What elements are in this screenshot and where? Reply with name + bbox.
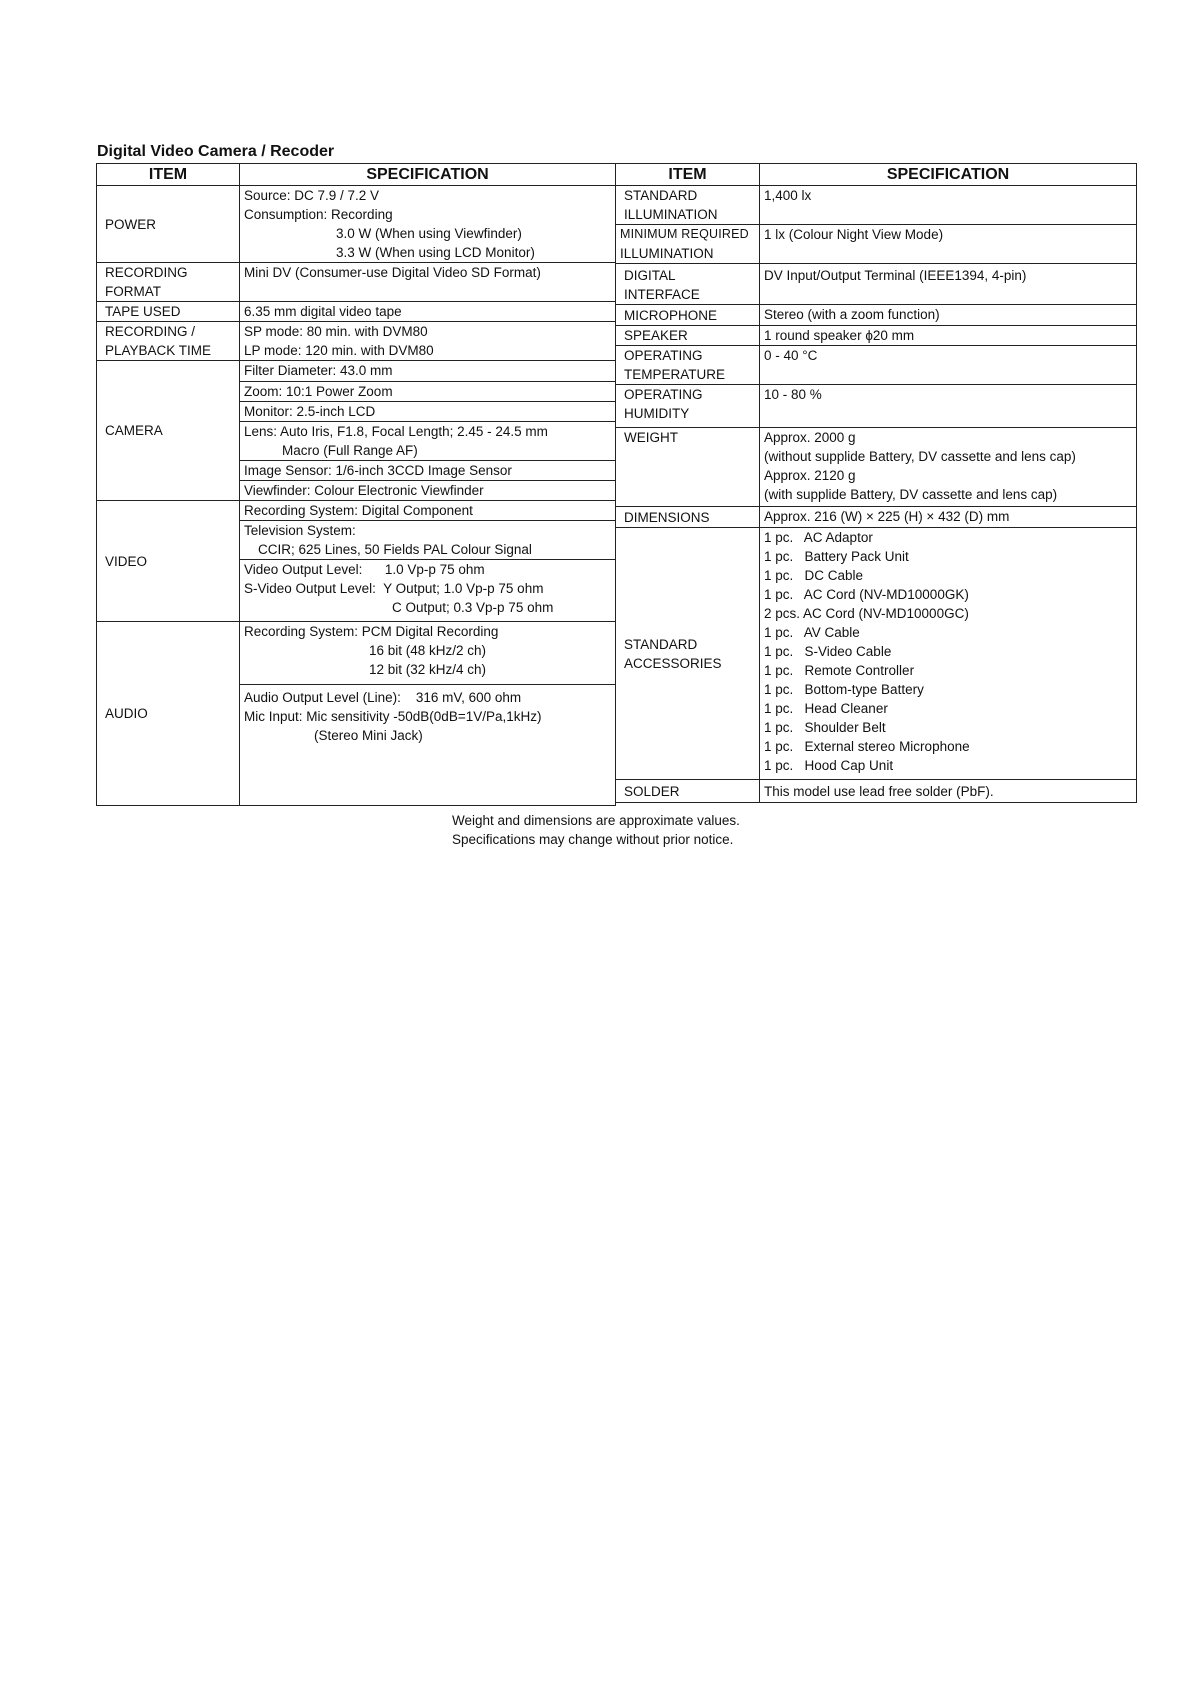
item-header: ITEM bbox=[616, 164, 760, 186]
spec-camera-viewfinder: Viewfinder: Colour Electronic Viewfinder bbox=[240, 481, 616, 501]
spec-tape-used: 6.35 mm digital video tape bbox=[240, 302, 616, 322]
spec-video-tv-system: Television System: CCIR; 625 Lines, 50 Fields PAL Colour Signal bbox=[240, 521, 616, 560]
spec-recording-time: SP mode: 80 min. with DVM80 LP mode: 120 min. with DVM80 bbox=[240, 322, 616, 361]
item-weight: WEIGHT bbox=[616, 428, 760, 507]
document-title: Digital Video Camera / Recoder bbox=[97, 143, 335, 160]
item-header: ITEM bbox=[97, 164, 240, 186]
spec-digital-interface: DV Input/Output Terminal (IEEE1394, 4-pin) bbox=[760, 264, 1137, 305]
spec-video-output: Video Output Level: 1.0 Vp-p 75 ohm S-Video Output Level: Y Output; 1.0 Vp-p 75 ohm C Output; 0.3 Vp-p 75 ohm bbox=[240, 560, 616, 622]
item-operating-temperature: OPERATING TEMPERATURE bbox=[616, 346, 760, 385]
spec-minimum-illumination: 1 lx (Colour Night View Mode) bbox=[760, 225, 1137, 264]
spec-standard-accessories bbox=[760, 528, 1137, 780]
spec-table-right bbox=[615, 163, 1137, 803]
item-audio: AUDIO bbox=[97, 622, 240, 806]
list-item: 1 pc. AC Adaptor bbox=[764, 530, 873, 545]
list-item: 1 pc. Remote Controller bbox=[764, 663, 915, 678]
item-video: VIDEO bbox=[97, 501, 240, 622]
item-minimum-illumination: MINIMUM REQUIRED ILLUMINATION bbox=[616, 225, 760, 264]
footnote-weight: Weight and dimensions are approximate values. bbox=[452, 813, 740, 828]
item-solder: SOLDER bbox=[616, 780, 760, 803]
spec-standard-illumination: 1,400 lx bbox=[760, 186, 1137, 225]
item-speaker: SPEAKER bbox=[616, 326, 760, 346]
item-power: POWER bbox=[97, 186, 240, 263]
item-operating-humidity: OPERATING HUMIDITY bbox=[616, 385, 760, 428]
spec-dimensions: Approx. 216 (W) × 225 (H) × 432 (D) mm bbox=[760, 507, 1137, 528]
spec-camera-sensor: Image Sensor: 1/6-inch 3CCD Image Sensor bbox=[240, 461, 616, 481]
item-tape-used: TAPE USED bbox=[97, 302, 240, 322]
list-item: 1 pc. DC Cable bbox=[764, 568, 864, 583]
list-item: 1 pc. Hood Cap Unit bbox=[764, 758, 894, 773]
list-item: 1 pc. Battery Pack Unit bbox=[764, 549, 909, 564]
item-camera: CAMERA bbox=[97, 361, 240, 501]
spec-power: Source: DC 7.9 / 7.2 V Consumption: Recording 3.0 W (When using Viewfinder) 3.3 W (When using LCD Monitor) bbox=[240, 186, 616, 263]
list-item: 2 pcs. AC Cord (NV-MD10000GC) bbox=[764, 606, 969, 621]
item-digital-interface: DIGITAL INTERFACE bbox=[616, 264, 760, 305]
spec-operating-humidity: 10 - 80 % bbox=[760, 385, 1137, 428]
item-standard-illumination: STANDARD ILLUMINATION bbox=[616, 186, 760, 225]
spec-audio-recording: Recording System: PCM Digital Recording 16 bit (48 kHz/2 ch) 12 bit (32 kHz/4 ch) bbox=[240, 622, 616, 685]
item-microphone: MICROPHONE bbox=[616, 305, 760, 326]
specification-header: SPECIFICATION bbox=[760, 164, 1137, 186]
spec-table-left bbox=[96, 163, 616, 806]
item-recording-format: RECORDING FORMAT bbox=[97, 263, 240, 302]
list-item: 1 pc. AV Cable bbox=[764, 625, 860, 640]
specification-header: SPECIFICATION bbox=[240, 164, 616, 186]
footnote-specifications: Specifications may change without prior notice. bbox=[452, 832, 734, 847]
list-item: 1 pc. Head Cleaner bbox=[764, 701, 888, 716]
spec-weight: Approx. 2000 g (without supplide Battery, DV cassette and lens cap) Approx. 2120 g (with supplide Battery, DV cassette and lens cap) bbox=[760, 428, 1137, 507]
item-dimensions: DIMENSIONS bbox=[616, 507, 760, 528]
spec-recording-format: Mini DV (Consumer-use Digital Video SD Format) bbox=[240, 263, 616, 302]
spec-microphone: Stereo (with a zoom function) bbox=[760, 305, 1137, 326]
footnotes bbox=[452, 811, 740, 849]
list-item: 1 pc. Shoulder Belt bbox=[764, 720, 886, 735]
list-item: 1 pc. External stereo Microphone bbox=[764, 739, 970, 754]
spec-operating-temperature: 0 - 40 °C bbox=[760, 346, 1137, 385]
spec-solder: This model use lead free solder (PbF). bbox=[760, 780, 1137, 803]
item-standard-accessories: STANDARD ACCESSORIES bbox=[616, 528, 760, 780]
spec-video-recording-system: Recording System: Digital Component bbox=[240, 501, 616, 521]
list-item: 1 pc. AC Cord (NV-MD10000GK) bbox=[764, 587, 969, 602]
spec-camera-zoom: Zoom: 10:1 Power Zoom bbox=[240, 382, 616, 402]
spec-audio-output: Audio Output Level (Line): 316 mV, 600 ohm Mic Input: Mic sensitivity -50dB(0dB=1V/Pa,1kHz) (Stereo Mini Jack) bbox=[240, 685, 616, 806]
spec-camera-filter: Filter Diameter: 43.0 mm bbox=[240, 361, 616, 382]
spec-camera-monitor: Monitor: 2.5-inch LCD bbox=[240, 402, 616, 422]
spec-speaker: 1 round speaker ϕ20 mm bbox=[760, 326, 1137, 346]
item-recording-time: RECORDING / PLAYBACK TIME bbox=[97, 322, 240, 361]
list-item: 1 pc. S-Video Cable bbox=[764, 644, 892, 659]
spec-camera-lens: Lens: Auto Iris, F1.8, Focal Length; 2.45 - 24.5 mm Macro (Full Range AF) bbox=[240, 422, 616, 461]
list-item: 1 pc. Bottom-type Battery bbox=[764, 682, 924, 697]
